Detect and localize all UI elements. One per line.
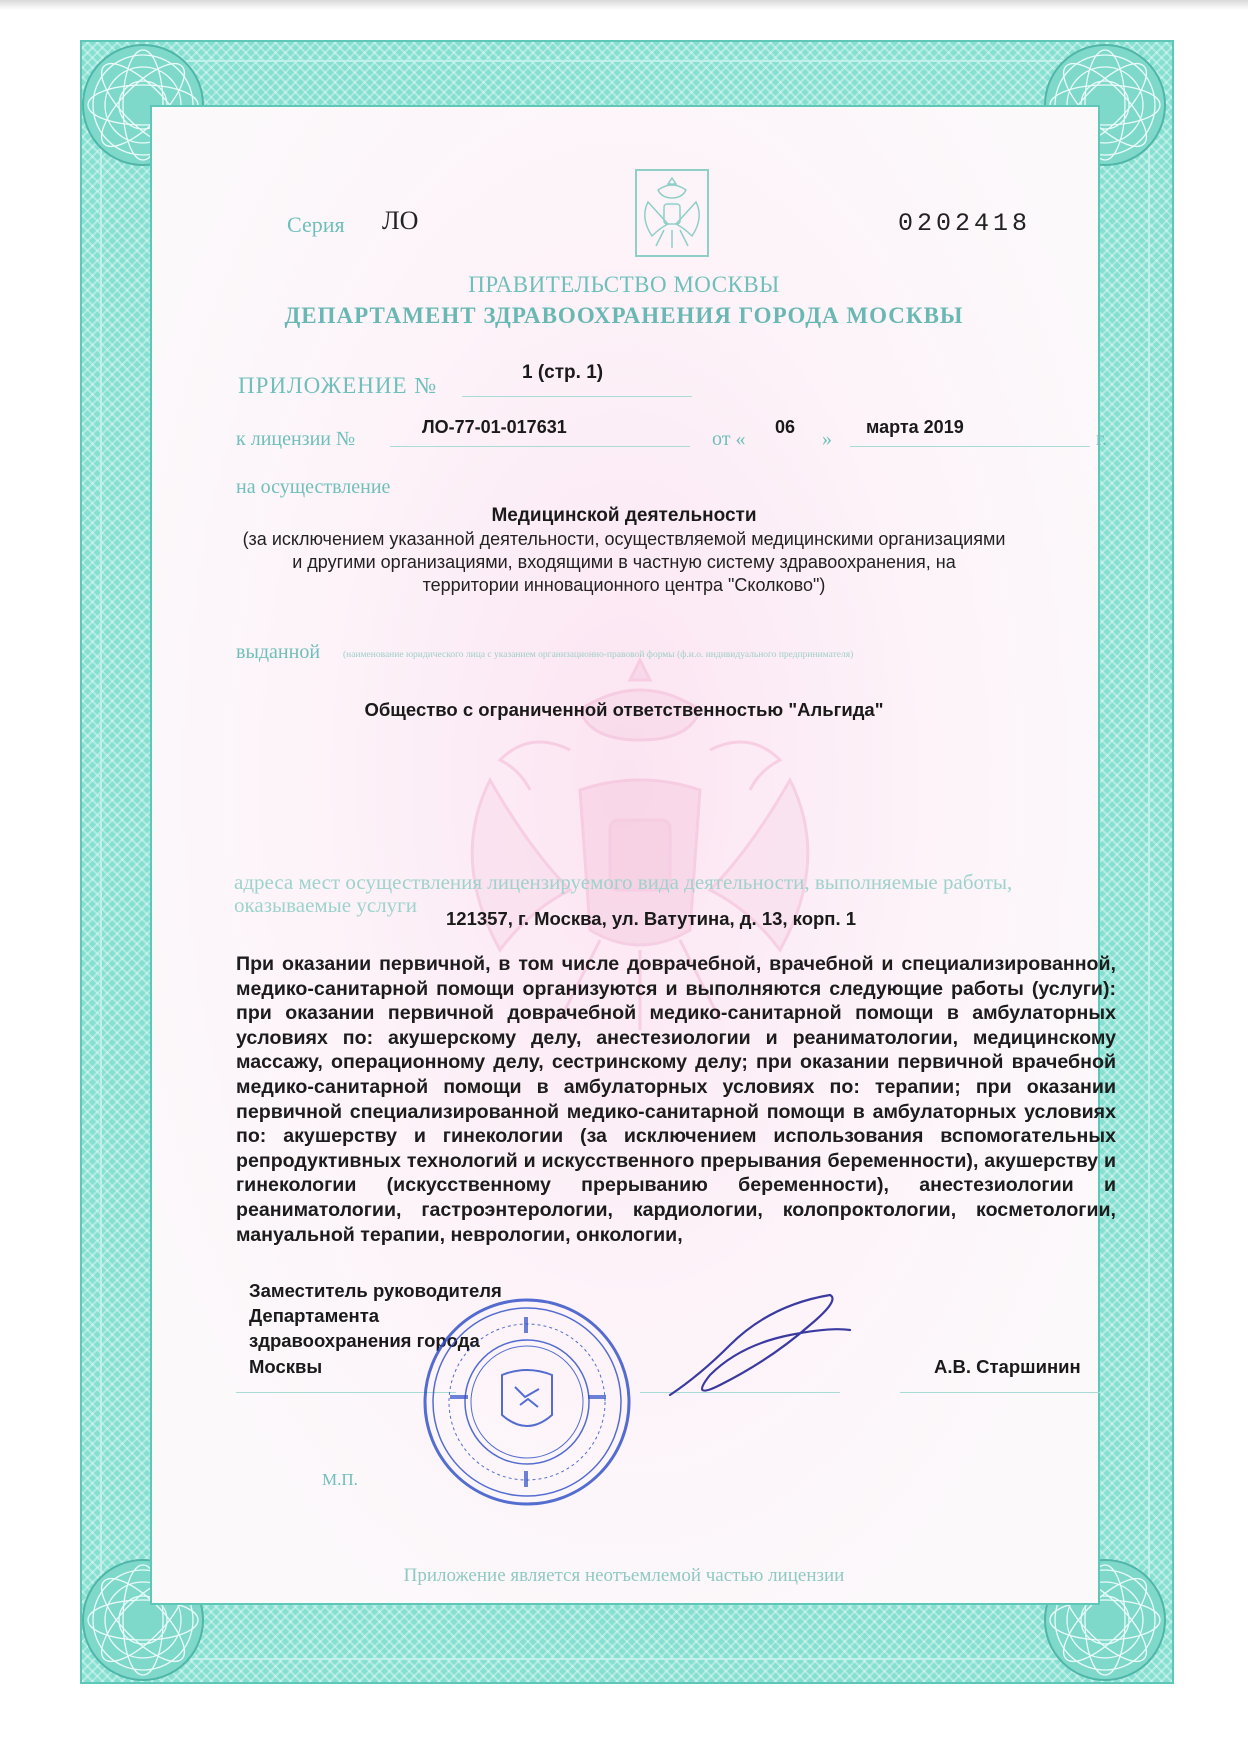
appendix-label: ПРИЛОЖЕНИЕ № <box>238 373 438 398</box>
form-number: 0202418 <box>898 209 1032 238</box>
date-quote-close: » <box>822 428 832 450</box>
government-title: ПРАВИТЕЛЬСТВО МОСКВЫ <box>468 272 780 297</box>
scan-edge <box>0 0 1248 10</box>
license-underline <box>390 446 690 447</box>
organization-name: Общество с ограниченной ответственностью "Альгида" <box>364 699 884 720</box>
license-label: к лицензии № <box>236 428 356 450</box>
appendix-underline <box>462 396 692 397</box>
issued-hint: (наименование юридического лица с указанием организационно-правовой формы (ф.и.о. индивидуального предпринимателя) <box>343 650 854 660</box>
handwritten-signature-icon <box>650 1285 870 1415</box>
series-value: ЛО <box>382 206 419 235</box>
activity-note-line: и другими организациями, входящими в частную систему здравоохранения, на <box>292 552 956 572</box>
name-underline <box>900 1392 1100 1393</box>
signatory-name: А.В. Старшинин <box>934 1356 1081 1377</box>
year-suffix: г. <box>1096 428 1107 450</box>
date-from-label: от « <box>712 428 746 450</box>
license-number: ЛО-77-01-017631 <box>422 417 567 437</box>
issued-label: выданной <box>236 641 321 663</box>
date-underline <box>850 446 1090 447</box>
activity-note-line: (за исключением указанной деятельности, осуществляемой медицинскими организациями <box>242 529 1006 549</box>
activity-note-line: территории инновационного центра "Сколково") <box>422 575 826 595</box>
signatory-position-line: Заместитель руководителя <box>249 1280 502 1301</box>
coat-of-arms-icon <box>634 168 710 258</box>
license-month-year: марта 2019 <box>866 417 964 437</box>
official-seal-icon <box>420 1295 635 1510</box>
signatory-position-line: здравоохранения города <box>249 1330 480 1351</box>
address-label: адреса мест осуществления лицензируемого вида деятельности, выполняемые работы, <box>234 870 1013 894</box>
signatory-position-line: Москвы <box>249 1356 323 1377</box>
license-day: 06 <box>775 417 796 437</box>
integral-part-note: Приложение является неотъемлемой частью лицензии <box>403 1565 845 1586</box>
activity-title: Медицинской деятельности <box>491 505 757 526</box>
signatory-position-line: Департамента <box>249 1305 380 1326</box>
address-value: 121357, г. Москва, ул. Ватутина, д. 13, корп. 1 <box>446 908 857 929</box>
department-title: ДЕПАРТАМЕНТ ЗДРАВООХРАНЕНИЯ ГОРОДА МОСКВЫ <box>284 303 964 328</box>
services-text: При оказании первичной, в том числе доврачебной, врачебной и специализированной, медико-санитарной помощи организуются и выполняются следующие работы (услуги): при оказании первичной доврачебной медико-санитарной помощи в амбулаторных условиях по: акушерскому делу, анестезиологии и реаниматологии, медицинскому массажу, операционному делу, сестринскому делу; при оказании первичной врачебной медико-санитарной помощи в амбулаторных условиях по: терапии; при оказании первичной специализированной медико-санитарной помощи в амбулаторных условиях по: акушерству и гинекологии (за исключением использования вспомогательных репродуктивных технологий и искусственного прерывания беременности), акушерству и гинекологии (искусственному прерыванию беременности), анестезиологии и реаниматологии, гастроэнтерологии, кардиологии, колопроктологии, косметологии, мануальной терапии, неврологии, онкологии, <box>236 953 1116 1246</box>
appendix-number: 1 (стр. 1) <box>522 362 604 383</box>
stamp-place-label: М.П. <box>322 1470 358 1489</box>
address-label-line2: оказываемые услуги <box>234 893 418 917</box>
series-label: Серия <box>287 212 345 237</box>
activity-label: на осуществление <box>236 476 391 498</box>
